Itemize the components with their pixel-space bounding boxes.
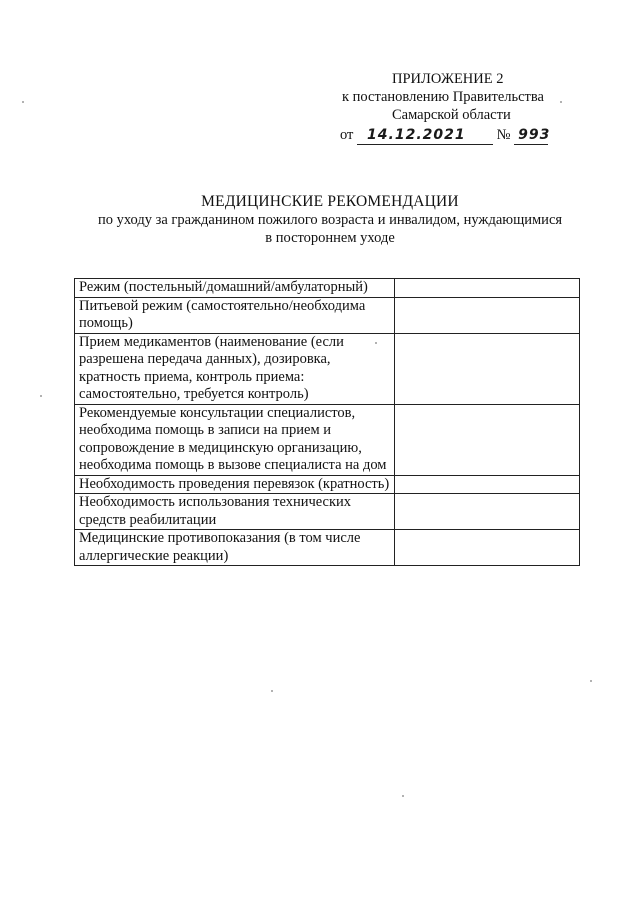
scan-speck: [590, 680, 592, 682]
row-value-cell[interactable]: [395, 297, 580, 333]
row-value-cell[interactable]: [395, 494, 580, 530]
number-field: [514, 126, 551, 145]
table-row: [75, 297, 580, 333]
number-sign: №: [496, 127, 511, 143]
appendix-header: [340, 70, 580, 145]
row-value-cell[interactable]: [395, 333, 580, 404]
appendix-title: ПРИЛОЖЕНИЕ 2: [392, 71, 504, 87]
scan-speck: [22, 101, 24, 103]
table-row: [75, 404, 580, 475]
table-row: [75, 279, 580, 298]
date-field: [357, 126, 493, 145]
row-label: Необходимость использования технических средств реабилитации: [75, 494, 395, 530]
row-label: Прием медикаментов (наименование (если разрешена передача данных), дозировка, кратность приема, контроль приема: самостоятельно, требуется контроль): [75, 333, 395, 404]
row-value-cell[interactable]: [395, 530, 580, 566]
row-value-cell[interactable]: [395, 279, 580, 298]
date-prefix: от: [340, 127, 354, 143]
scan-speck: [402, 795, 404, 797]
table-row: [75, 530, 580, 566]
table-row: [75, 494, 580, 530]
row-label: Медицинские противопоказания (в том числе аллергические реакции): [75, 530, 395, 566]
scan-speck: [271, 690, 273, 692]
appendix-decree-line: к постановлению Правительства: [342, 89, 544, 105]
document-title-block: [70, 193, 590, 247]
table-row: [75, 475, 580, 494]
row-label: Рекомендуемые консультации специалистов, необходима помощь в записи на прием и сопровождение в медицинскую организацию, необходима помощь в вызове специалиста на дом: [75, 404, 395, 475]
handwritten-date: 14.12.2021: [367, 127, 466, 143]
document-subtitle-line2: в постороннем уходе: [265, 230, 395, 246]
row-value-cell[interactable]: [395, 404, 580, 475]
handwritten-number: 993: [518, 127, 551, 143]
appendix-date-number-line: [340, 126, 580, 145]
row-label: Питьевой режим (самостоятельно/необходима помощь): [75, 297, 395, 333]
recommendations-table: [74, 278, 580, 566]
row-label: Необходимость проведения перевязок (кратность): [75, 475, 395, 494]
appendix-region-line: Самарской области: [392, 107, 511, 123]
scan-speck: [560, 101, 562, 103]
row-label: Режим (постельный/домашний/амбулаторный): [75, 279, 395, 298]
row-value-cell[interactable]: [395, 475, 580, 494]
scan-speck: [40, 395, 42, 397]
scan-speck: [375, 342, 377, 344]
table-row: [75, 333, 580, 404]
document-subtitle-line1: по уходу за гражданином пожилого возраста и инвалидом, нуждающимися: [97, 212, 563, 228]
document-title: МЕДИЦИНСКИЕ РЕКОМЕНДАЦИИ: [201, 193, 459, 210]
